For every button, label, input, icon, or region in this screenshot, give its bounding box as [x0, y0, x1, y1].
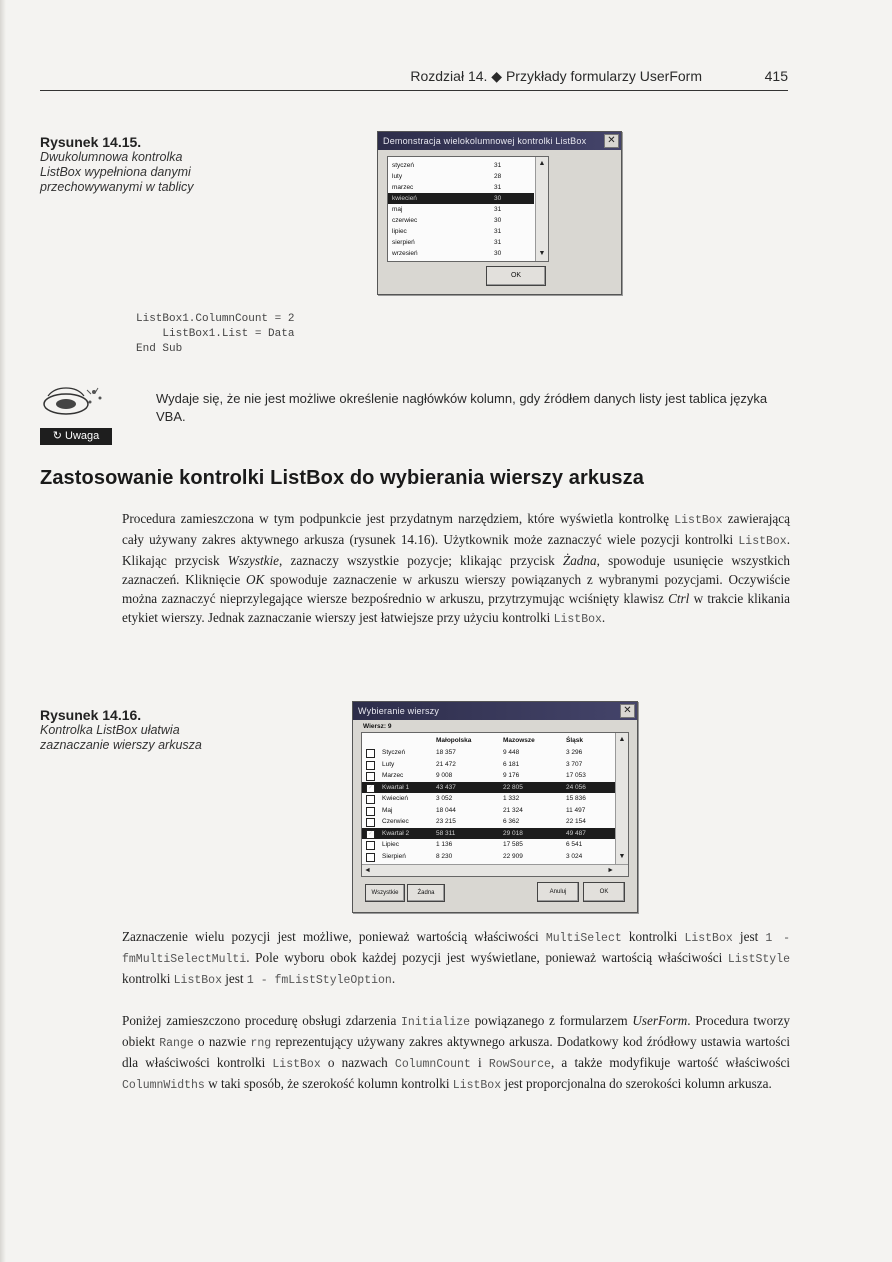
- value-cell: 9 176: [503, 772, 520, 779]
- text-run: o nazwach: [320, 1055, 395, 1070]
- code-term: ListBox: [674, 514, 723, 527]
- text-run: .: [601, 610, 606, 625]
- listbox-header-row: [362, 735, 616, 746]
- scroll-up-icon[interactable]: ▲: [538, 160, 546, 167]
- value-cell: 29 018: [503, 829, 523, 837]
- value-cell: 3 296: [566, 749, 583, 756]
- text-run: , a także modyfikuje wartość właściwości: [550, 1055, 791, 1070]
- select-none-button[interactable]: Żadna: [407, 884, 445, 902]
- scroll-left-icon[interactable]: ◄: [364, 867, 371, 874]
- button-name: Wszystkie: [227, 553, 280, 568]
- value-cell: 1 136: [436, 841, 453, 848]
- row-checkbox[interactable]: [366, 795, 375, 804]
- days-cell: 31: [494, 184, 502, 191]
- days-cell: 28: [494, 173, 502, 180]
- rows-count-label: Wiersz: 9: [363, 723, 392, 730]
- scroll-down-icon[interactable]: ▼: [538, 250, 546, 257]
- month-cell: maj: [392, 206, 403, 213]
- text-run: reprezentujący używany zakres aktywnego arkusza. Dodatkowy kod źródłowy ustawia wartości dla właściwości kontrolki: [122, 1034, 791, 1070]
- code-term: ListStyle: [727, 953, 790, 966]
- text-run: kontrolki: [122, 971, 174, 986]
- row-label-cell: Luty: [382, 760, 395, 768]
- days-cell: 30: [494, 195, 502, 202]
- paragraph-3: [122, 1011, 790, 1095]
- text-run: . Procedura tworzy obiekt: [122, 1013, 791, 1049]
- value-cell: 6 181: [503, 760, 520, 768]
- row-label-cell: Kwartał 2: [382, 829, 410, 837]
- value-cell: 3 052: [436, 795, 453, 802]
- month-cell: styczeń: [392, 162, 415, 169]
- month-cell: czerwiec: [392, 217, 418, 224]
- text-run: i: [470, 1055, 489, 1070]
- value-cell: 23 215: [436, 818, 456, 825]
- listbox-row[interactable]: [362, 770, 615, 781]
- dialog-title: Demonstracja wielokolumnowej kontrolki ListBox: [383, 136, 587, 146]
- month-cell: sierpień: [392, 239, 415, 246]
- text-run: Procedura zamieszczona w tym podpunkcie jest przydatnym narzędziem, które wyświetla kontrolkę: [122, 511, 675, 526]
- value-cell: 24 056: [566, 783, 586, 791]
- listbox-row[interactable]: [388, 193, 534, 204]
- text-run: Zaznaczenie wielu pozycji jest możliwe, ponieważ wartością właściwości: [122, 929, 546, 944]
- section-heading: Zastosowanie kontrolki ListBox do wybierania wierszy arkusza: [40, 467, 644, 489]
- month-cell: lipiec: [392, 228, 407, 235]
- dialog-title-bar: [378, 132, 621, 150]
- text-run: jest proporcjonalna do szerokości kolumn arkusza.: [501, 1076, 772, 1091]
- note-text: Wydaje się, że nie jest możliwe określenie nagłówków kolumn, gdy źródłem danych listy jest tablica języka VBA.: [156, 391, 768, 424]
- select-all-button[interactable]: Wszystkie: [365, 884, 405, 902]
- code-term: 1 - fmMultiSelectMulti: [122, 932, 790, 966]
- paragraph-1: [122, 509, 790, 629]
- listbox-row[interactable]: [388, 204, 534, 215]
- row-checkbox[interactable]: [366, 749, 375, 758]
- value-cell: 3 707: [566, 760, 583, 768]
- listbox-row[interactable]: [362, 759, 615, 770]
- figure-caption-14-15: [40, 134, 210, 195]
- value-cell: 3 024: [566, 852, 583, 860]
- text-run: . Klikając przycisk: [122, 532, 790, 568]
- month-cell: marzec: [392, 184, 414, 191]
- row-label-cell: Lipiec: [382, 841, 399, 848]
- select-rows-dialog: [352, 701, 638, 913]
- code-term: ListBox: [738, 535, 787, 548]
- value-cell: 15 836: [566, 795, 586, 802]
- code-term: RowSource: [488, 1058, 551, 1071]
- value-cell: 8 230: [436, 852, 453, 860]
- value-cell: 49 487: [566, 829, 586, 837]
- value-cell: 11 497: [566, 806, 586, 814]
- code-term: rng: [250, 1037, 272, 1050]
- column-header: Małopolska: [436, 737, 472, 744]
- listbox-row[interactable]: [362, 793, 615, 804]
- listbox-row[interactable]: [388, 248, 534, 259]
- days-cell: 31: [494, 206, 502, 213]
- code-line: ListBox1.List = Data: [136, 328, 295, 340]
- running-title: Rozdział 14. ◆ Przykłady formularzy UserForm: [410, 68, 702, 84]
- vertical-scrollbar[interactable]: [535, 157, 548, 261]
- code-term: ListBox: [684, 932, 733, 945]
- running-head: [40, 64, 788, 91]
- days-cell: 31: [494, 162, 502, 169]
- column-header: Śląsk: [566, 737, 583, 744]
- code-term: MultiSelect: [545, 932, 622, 945]
- row-label-cell: Sierpień: [382, 852, 406, 860]
- value-cell: 17 053: [566, 772, 586, 779]
- listbox-row[interactable]: [362, 747, 615, 758]
- rows-listbox[interactable]: [361, 732, 629, 877]
- close-icon[interactable]: ✕: [604, 134, 619, 148]
- text-run: o nazwie: [193, 1034, 251, 1049]
- listbox-row[interactable]: [388, 160, 534, 171]
- row-label-cell: Maj: [382, 806, 393, 814]
- code-line: End Sub: [136, 343, 183, 355]
- button-name: Żadna: [562, 553, 597, 568]
- code-term: ListBox: [553, 613, 602, 626]
- month-cell: luty: [392, 173, 403, 180]
- code-term: ColumnCount: [394, 1058, 471, 1071]
- value-cell: 9 448: [503, 749, 520, 756]
- row-checkbox[interactable]: ✓: [367, 830, 374, 837]
- code-term: ColumnWidths: [122, 1079, 205, 1092]
- scroll-right-icon[interactable]: ►: [607, 867, 614, 874]
- listbox-row[interactable]: [362, 782, 615, 793]
- code-line: ListBox1.ColumnCount = 2: [136, 313, 295, 325]
- text-run: w taki sposób, że szerokość kolumn kontrolki: [204, 1076, 453, 1091]
- listbox-row[interactable]: [362, 805, 615, 816]
- scan-edge: [0, 0, 6, 1262]
- ok-button[interactable]: OK: [486, 266, 546, 286]
- value-cell: 21 472: [436, 760, 456, 768]
- value-cell: 18 357: [436, 749, 456, 756]
- code-term: Initialize: [401, 1016, 471, 1029]
- code-term: ListBox: [272, 1058, 321, 1071]
- row-checkbox[interactable]: [366, 853, 375, 862]
- row-checkbox[interactable]: ✓: [367, 784, 374, 791]
- paragraph-2: [122, 927, 790, 990]
- text-run: powiązanego z formularzem: [470, 1013, 633, 1028]
- row-label-cell: Styczeń: [382, 749, 406, 756]
- text-run: jest: [221, 971, 247, 986]
- button-name: OK: [246, 572, 265, 587]
- code-term: ListBox: [173, 974, 222, 987]
- text-run: . Pole wyboru obok każdej pozycji jest wyświetlane, ponieważ wartością właściwości: [246, 950, 728, 965]
- month-cell: wrzesień: [392, 250, 418, 257]
- figure-number: Rysunek 14.16.: [40, 707, 142, 723]
- text-run: Poniżej zamieszczono procedurę obsługi zdarzenia: [122, 1013, 402, 1028]
- text-run: zawierającą cały używany zakres aktywnego arkusza (rysunek 14.16). Użytkownik może zaznaczyć wiele pozycji kontrolki: [122, 511, 790, 547]
- row-checkbox[interactable]: [366, 761, 375, 770]
- text-run: , zaznaczy wszystkie pozycje; klikając przycisk: [279, 553, 563, 568]
- figure-number: Rysunek 14.15.: [40, 134, 142, 150]
- dialog-title: Wybieranie wierszy: [358, 706, 440, 716]
- days-cell: 31: [494, 228, 502, 235]
- code-term: Range: [159, 1037, 194, 1050]
- note-label-text: Uwaga: [65, 430, 100, 442]
- value-cell: 6 362: [503, 818, 520, 825]
- value-cell: 43 437: [436, 783, 456, 791]
- close-icon[interactable]: ✕: [620, 704, 635, 718]
- text-run: spowoduje zaznaczenie w arkuszu wierszy powiązanych z wybranymi pozycjami. Oczywiście można zaznaczyć nieprzylegające wiersze bezpośrednio w arkuszu, przytrzymując wciśnięty klawisz: [122, 572, 790, 606]
- month-listbox[interactable]: [387, 156, 549, 262]
- figure-caption-text: Dwukolumnowa kontrolka ListBox wypełniona danymi przechowywanymi w tablicy: [40, 150, 194, 194]
- value-cell: 9 008: [436, 772, 453, 779]
- cancel-button[interactable]: Anuluj: [537, 882, 579, 902]
- text-run: w trakcie klikania etykiet wierszy. Jednak zaznaczanie wierszy jest łatwiejsze przy użyciu kontrolki: [122, 591, 790, 625]
- value-cell: 22 154: [566, 818, 586, 825]
- listbox-row[interactable]: [362, 839, 615, 850]
- dialog-title-bar: [353, 702, 637, 720]
- value-cell: 22 805: [503, 783, 523, 791]
- value-cell: 18 044: [436, 806, 456, 814]
- listbox-demo-dialog: [377, 131, 622, 295]
- page-number: 415: [764, 68, 788, 84]
- days-cell: 30: [494, 217, 502, 224]
- code-block: [136, 312, 294, 357]
- vertical-scrollbar[interactable]: [615, 733, 628, 864]
- code-term: 1 - fmListStyleOption: [246, 974, 392, 987]
- listbox-row[interactable]: [362, 816, 615, 827]
- value-cell: 21 324: [503, 806, 523, 814]
- row-checkbox[interactable]: [366, 841, 375, 850]
- value-cell: 6 541: [566, 841, 583, 848]
- month-cell: kwiecień: [392, 195, 417, 202]
- listbox-row[interactable]: [388, 171, 534, 182]
- days-cell: 30: [494, 250, 502, 257]
- listbox-row[interactable]: [362, 851, 615, 862]
- text-run: kontrolki: [621, 929, 685, 944]
- row-label-cell: Marzec: [382, 772, 404, 779]
- text-run: , spowoduje usunięcie wszystkich zaznaczeń. Kliknięcie: [122, 553, 790, 587]
- column-header: Mazowsze: [503, 737, 535, 744]
- scroll-down-icon[interactable]: ▼: [618, 853, 626, 860]
- listbox-row[interactable]: [388, 237, 534, 248]
- text-run: .: [391, 971, 396, 986]
- scroll-up-icon[interactable]: ▲: [618, 736, 626, 743]
- horizontal-scrollbar[interactable]: [362, 864, 628, 876]
- row-checkbox[interactable]: [366, 772, 375, 781]
- row-label-cell: Czerwiec: [382, 818, 409, 825]
- listbox-row[interactable]: [388, 215, 534, 226]
- code-term: ListBox: [452, 1079, 502, 1092]
- row-checkbox[interactable]: [366, 807, 375, 816]
- figure-caption-text: Kontrolka ListBox ułatwia zaznaczanie wierszy arkusza: [40, 723, 202, 752]
- listbox-row[interactable]: [362, 828, 615, 839]
- form-name: UserForm: [632, 1013, 688, 1028]
- figure-caption-14-16: [40, 707, 210, 753]
- ok-button[interactable]: OK: [583, 882, 625, 902]
- note-label: ↻ Uwaga: [40, 428, 112, 445]
- row-label-cell: Kwiecień: [382, 795, 409, 802]
- value-cell: 1 332: [503, 795, 520, 802]
- text-run: jest: [732, 929, 766, 944]
- value-cell: 17 585: [503, 841, 523, 848]
- listbox-row[interactable]: [388, 226, 534, 237]
- row-checkbox[interactable]: [366, 818, 375, 827]
- key-name: Ctrl: [668, 591, 690, 606]
- row-label-cell: Kwartał 1: [382, 783, 410, 791]
- value-cell: 58 311: [436, 829, 456, 837]
- listbox-row[interactable]: [388, 182, 534, 193]
- days-cell: 31: [494, 239, 502, 246]
- value-cell: 22 909: [503, 852, 523, 860]
